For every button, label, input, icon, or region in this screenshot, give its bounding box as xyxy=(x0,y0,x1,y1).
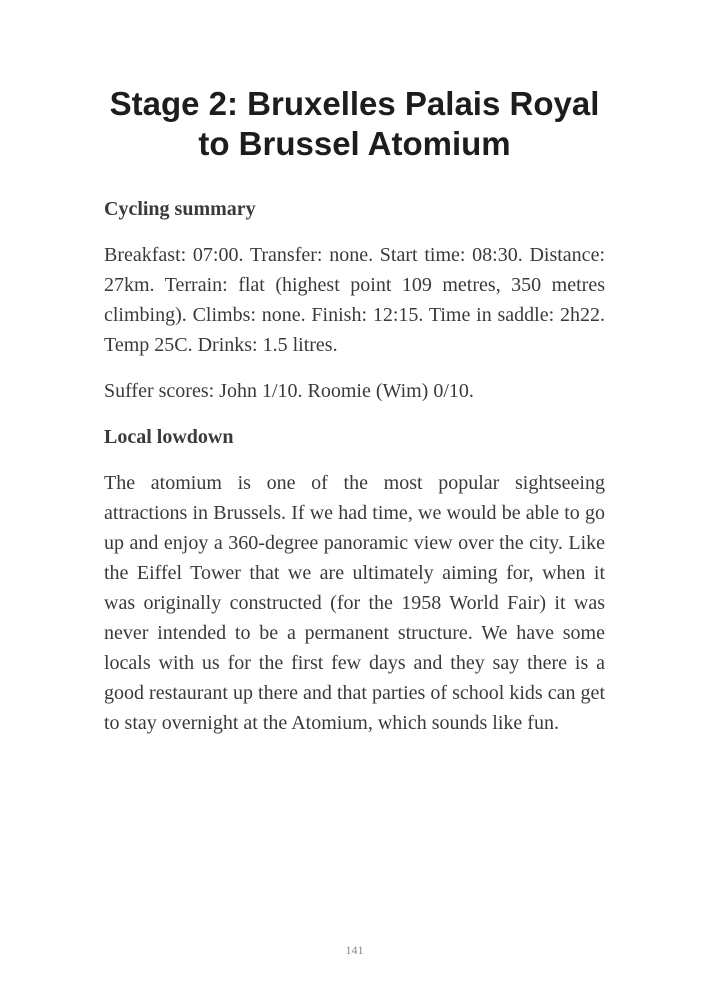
page-content xyxy=(104,194,605,754)
local-lowdown-body: The atomium is one of the most popular sightseeing attractions in Brussels. If we had time, we would be able to go up and enjoy a 360-degree panoramic view over the city. Like the Eiffel Tower that we are ultimately aiming for, when it was originally constructed (for the 1958 World Fair) it was never intended to be a permanent structure. We have some locals with us for the first few days and they say there is a good restaurant up there and that parties of school kids can get to stay overnight at the Atomium, which sounds like fun. xyxy=(104,472,605,734)
cycling-summary-details: Breakfast: 07:00. Transfer: none. Start time: 08:30. Distance: 27km. Terrain: flat (highest point 109 metres, 350 metres climbing). Climbs: none. Finish: 12:15. Time in saddle: 2h22. Temp 25C. Drinks: 1.5 litres. xyxy=(104,244,605,356)
page-title-line-1: Stage 2: Bruxelles Palais Royal xyxy=(109,85,600,122)
page-title xyxy=(90,84,619,164)
page-title-line-2: to Brussel Atomium xyxy=(198,125,511,162)
local-lowdown-heading: Local lowdown xyxy=(104,426,234,448)
page-number: 141 xyxy=(345,943,364,957)
cycling-summary-heading: Cycling summary xyxy=(104,198,256,220)
suffer-scores: Suffer scores: John 1/10. Roomie (Wim) 0/10. xyxy=(104,380,474,402)
